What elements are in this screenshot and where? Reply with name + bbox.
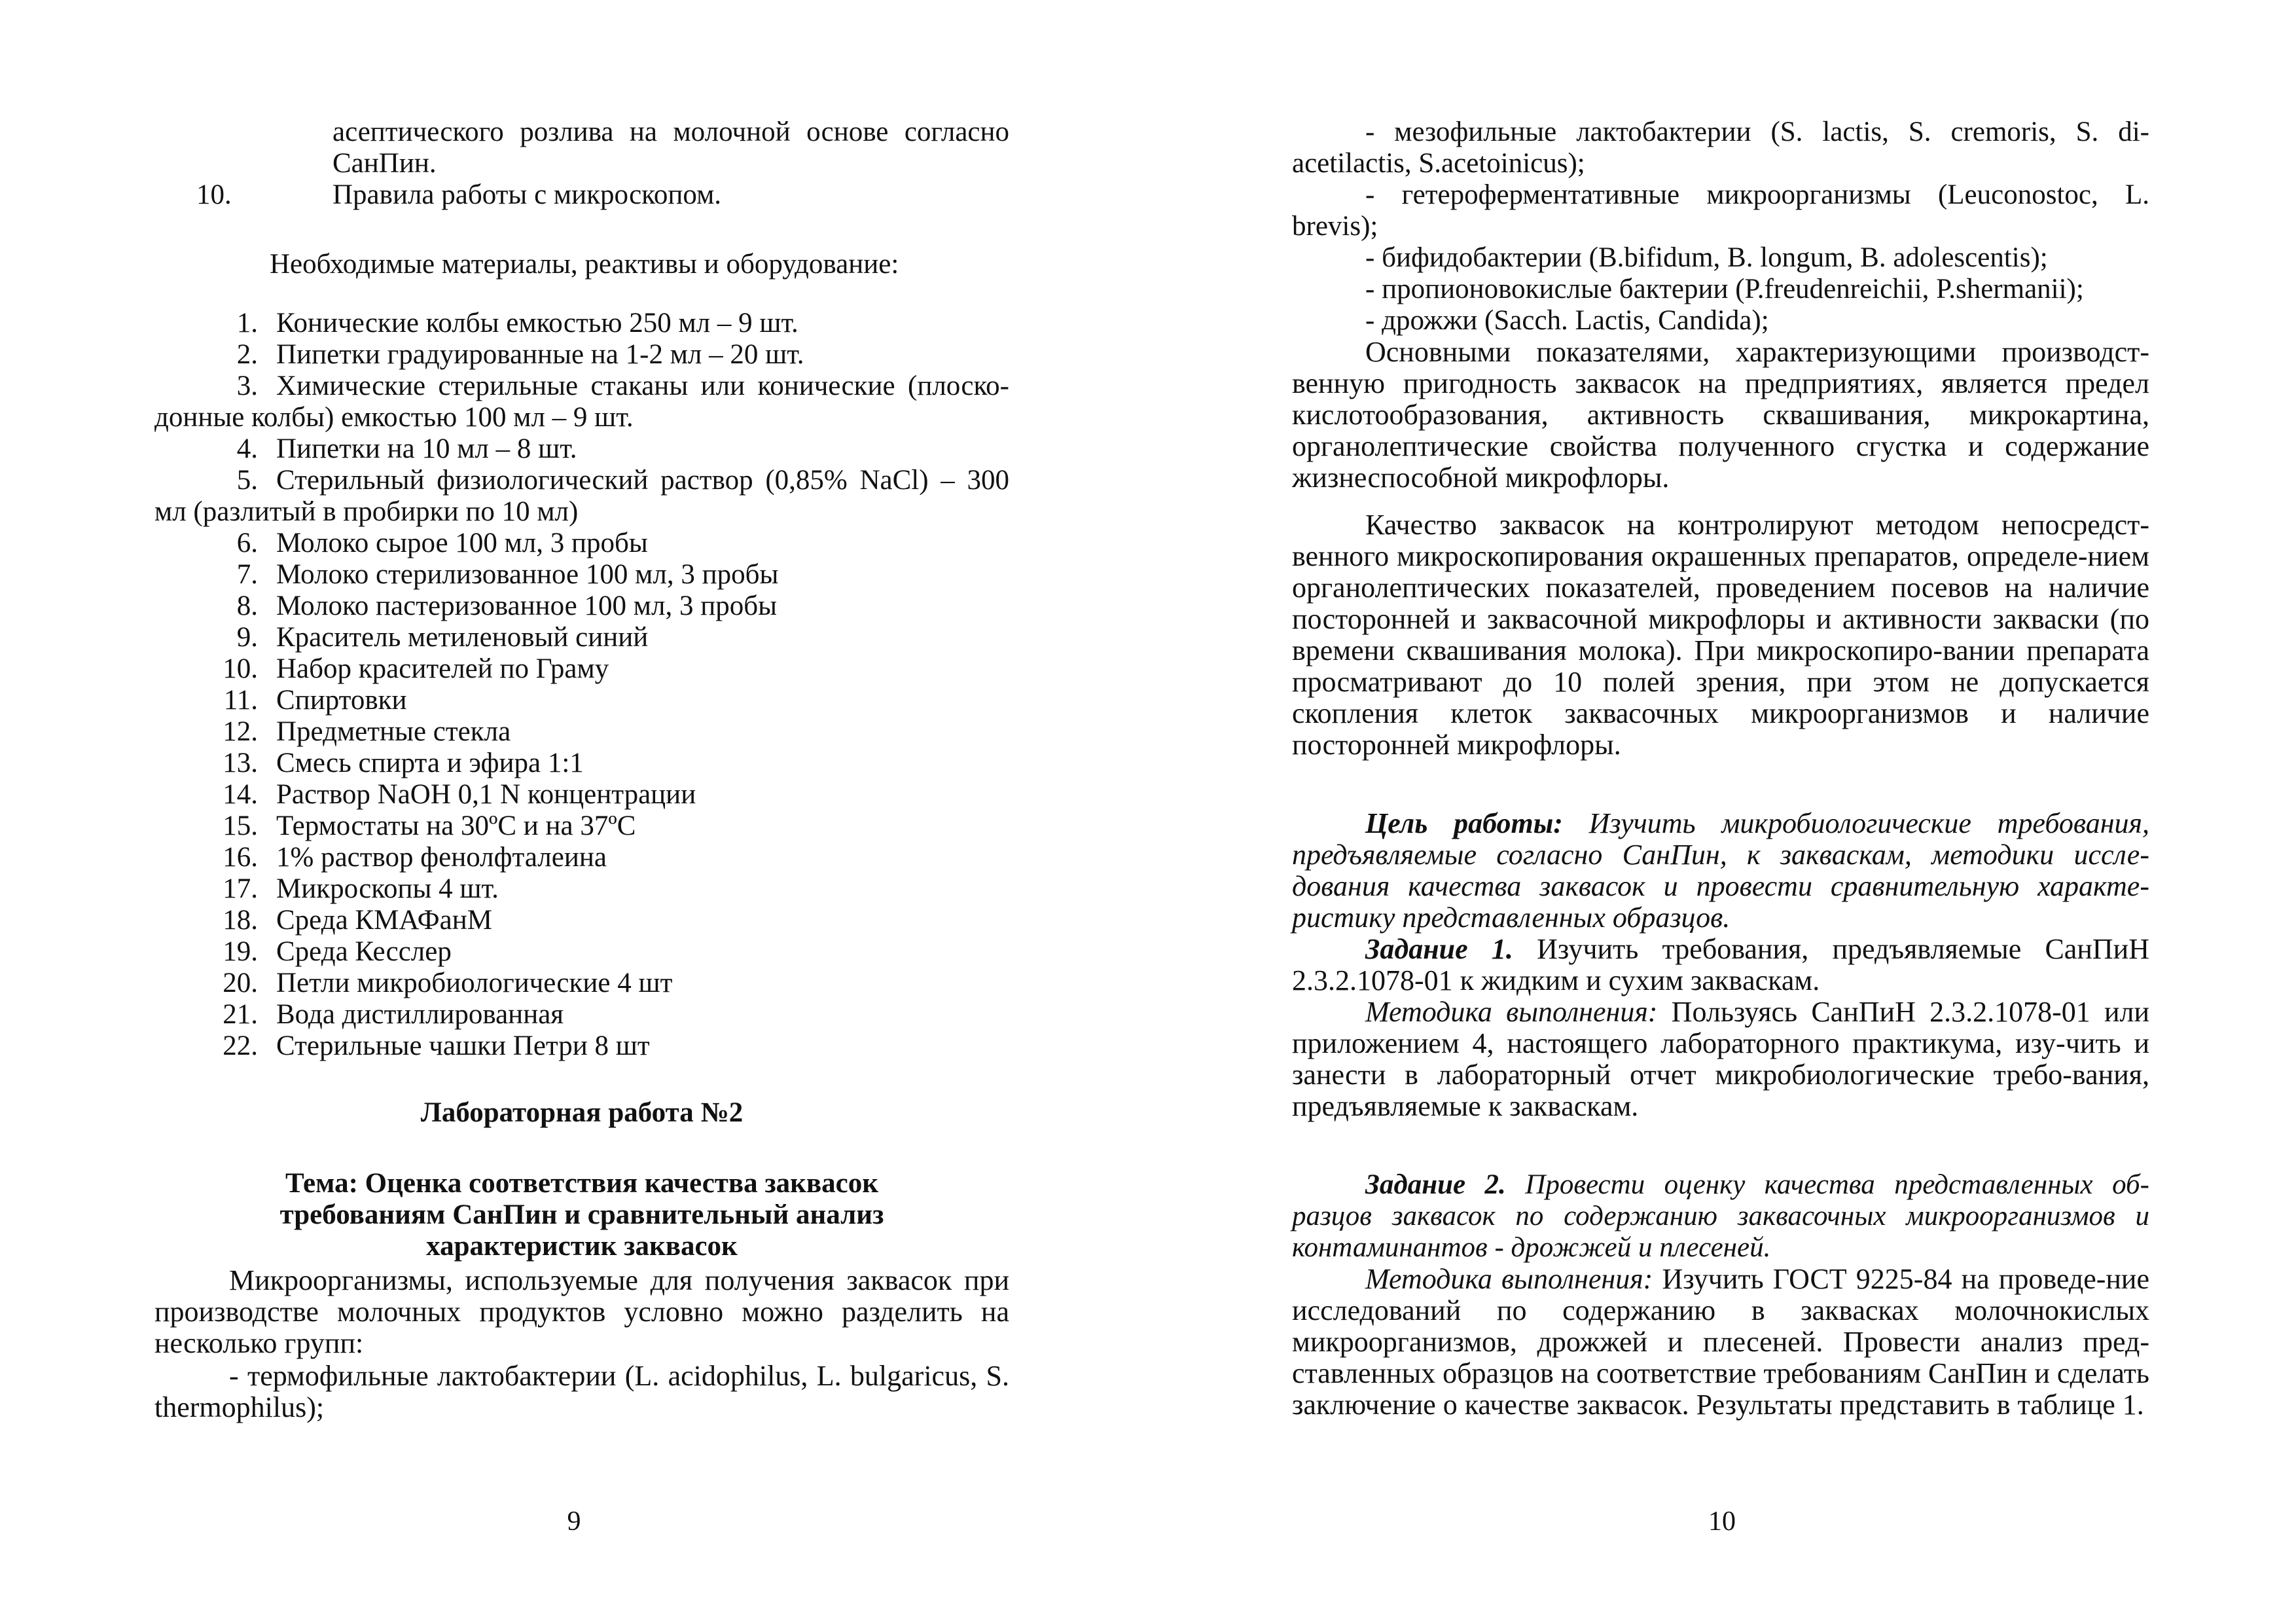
paragraph-goal <box>1292 808 2149 934</box>
method2-text: Изучить ГОСТ 9225-84 на проведе-ние исследований по содержанию в заквaсках молочнокислых микроорганизмов, дрожжей и плесеней. Провести анализ пред-ставленных образцов на соответствие требованиям СанПин и сделать заключение о качестве заквасок. Результаты представить в таблице 1. <box>1292 1263 2150 1421</box>
goal-text: Изучить микробиологические требования, предъявляемые согласно СанПин, к заквaскам, методики иссле-дования качества заквасок и провести сравнительную характе-ристику представленных образцов. <box>1292 807 2149 934</box>
paragraph-task1 <box>1292 934 2149 996</box>
list-item-number: 16. <box>223 842 258 873</box>
list-item-text: Стерильные чашки Петри 8 шт <box>276 1030 650 1061</box>
right-page <box>1148 0 2296 1623</box>
paragraph-groups: Микроорганизмы, используемые для получения заквасок при производстве молочных продуктов условно можно разделить на несколько групп: <box>154 1264 1009 1359</box>
list-item-text: Краситель метиленовый синий <box>276 622 649 653</box>
list-item-number: 4. <box>236 433 258 464</box>
materials-heading: Необходимые материалы, реактивы и оборудование: <box>270 249 899 280</box>
intro-tail: асептического розлива на молочной основе согласно СанПин. <box>332 117 1009 179</box>
list-item-text: Спиртовки <box>276 685 407 716</box>
list-item-text: Смесь спирта и эфира 1:1 <box>276 748 584 778</box>
method1-text: Пользуясь СанПиН 2.3.2.1078-01 или приложением 4, настоящего лабораторного практикума, изу-чить и занести в лабораторный отчет микробиологические требо-вания, предъявляемые к заквaскам. <box>1292 996 2150 1122</box>
lab-title: Лабораторная работа №2 <box>420 1097 744 1128</box>
list-item-number: 21. <box>223 999 258 1030</box>
list-item-number: 11. <box>223 685 258 716</box>
paragraph-thermo: - термофильные лактобактерии (L. acidophilus, L. bulgaricus, S. thermophilus); <box>154 1360 1009 1423</box>
paragraph-indicators: Основными показателями, характеризующими производст-венную пригодность заквасок на предприятиях, является предел кислотообразования, активность сквашивания, микрокартина, органолептические свойства полученного сгустка и содержание жизнеспособной микрофлоры. <box>1292 336 2149 494</box>
list-item-number: 17. <box>223 873 258 904</box>
list-item-number: 9. <box>236 622 258 653</box>
list-item-text: Стерильный физиологический раствор (0,85% NaCl) – 300 мл (разлитый в пробирки по 10 мл) <box>154 465 1009 527</box>
list-item-number: 20. <box>223 968 258 998</box>
list-item-text: Молоко пастеризованное 100 мл, 3 пробы <box>276 591 777 621</box>
bacteria-group-hetero: - гетероферментативные микроорганизмы (Leuconostoc, L. brevis); <box>1292 179 2149 242</box>
task1-label: Задание 1. <box>1365 933 1513 965</box>
paragraph-method2 <box>1292 1264 2149 1421</box>
list-item-number: 18. <box>223 905 258 936</box>
list-item-number: 12. <box>223 716 258 747</box>
page-number: 9 <box>567 1506 581 1537</box>
paragraph-method1 <box>1292 996 2149 1122</box>
bacteria-group-bifido: - бифидобактерии (B.bifidum, B. longum, B. adolescentis); <box>1365 242 2048 273</box>
page-number: 10 <box>1708 1506 1736 1537</box>
list-item-number: 22. <box>223 1030 258 1061</box>
list-item-text: Молоко стерилизованное 100 мл, 3 пробы <box>276 559 779 590</box>
method2-label: Методика выполнения: <box>1365 1263 1653 1295</box>
list-item-text: Правила работы с микроскопом. <box>332 179 722 210</box>
list-item-number: 14. <box>223 779 258 810</box>
list-item-number: 15. <box>223 811 258 841</box>
task1-text: Изучить требования, предъявляемые СанПиН 2.3.2.1078-01 к жидким и сухим заквaскам. <box>1292 933 2149 996</box>
list-item-text: Конические колбы емкостью 250 мл – 9 шт. <box>276 308 798 338</box>
list-item-text: Предметные стекла <box>276 716 511 747</box>
goal-label: Цель работы: <box>1365 807 1563 839</box>
list-item-text: Раствор NaOH 0,1 N концентрации <box>276 779 696 810</box>
list-item-number: 8. <box>236 591 258 621</box>
topic-line: требованиям СанПин и сравнительный анализ <box>279 1199 884 1230</box>
list-item-number: 7. <box>236 559 258 590</box>
topic-line: характеристик заквасок <box>426 1231 738 1262</box>
list-item-text: Петли микробиологические 4 шт <box>276 968 673 998</box>
list-item-number: 10. <box>196 179 232 210</box>
bacteria-group-meso: - мезофильные лактобактерии (S. lactis, S. cremoris, S. di-acetilactis, S.acetoinicus); <box>1292 117 2149 179</box>
bacteria-group-yeast: - дрожжи (Sacch. Lactis, Candida); <box>1365 305 1769 336</box>
list-item-text: 1% раствор фенолфталеина <box>276 842 607 873</box>
list-item-text: Микроскопы 4 шт. <box>276 873 499 904</box>
list-item-number: 1. <box>236 308 258 338</box>
list-item-number: 6. <box>236 528 258 558</box>
task2-text: Провести оценку качества представленных об-разцов заквасок по содержанию заквасочных микроорганизмов и контаминантов - дрожжей и плесеней. <box>1292 1169 2149 1263</box>
task2-label: Задание 2. <box>1365 1169 1506 1200</box>
list-item-number: 19. <box>223 936 258 967</box>
list-item-number: 5. <box>236 465 258 496</box>
list-item-number: 10. <box>223 653 258 684</box>
list-item-text: Набор красителей по Граму <box>276 653 609 684</box>
paragraph-quality: Качество заквасок на контролируют методом непосредст-венного микроскопирования окрашенных препаратов, определе-нием органолептических показателей, проведением посевов на наличие посторонней и заквасочной микрофлоры и активности закваски (по времени сквашивания молока). При микроскопиро-вании препарата просматривают до 10 полей зрения, при этом не допускается скопления клеток заквасочных микроорганизмов и наличие посторонней микрофлоры. <box>1292 509 2149 761</box>
list-item-text: Термостаты на 30ºС и на 37ºС <box>276 811 636 841</box>
topic-line: Тема: Оценка соответствия качества заквасок <box>285 1168 879 1199</box>
list-item-text: Среда Кесслер <box>276 936 452 967</box>
list-item-text: Пипетки на 10 мл – 8 шт. <box>276 433 577 464</box>
paragraph-task2 <box>1292 1169 2149 1264</box>
list-item-text: Среда КМАФанМ <box>276 905 492 936</box>
list-item-number: 2. <box>236 339 258 370</box>
bacteria-group-propion: - пропионовокислые бактерии (P.freudenreichii, P.shermanii); <box>1365 274 2084 304</box>
list-item-number: 13. <box>223 748 258 778</box>
list-item-number: 3. <box>236 371 258 401</box>
method1-label: Методика выполнения: <box>1365 996 1658 1028</box>
list-item-text: Пипетки градуированные на 1-2 мл – 20 шт. <box>276 339 804 370</box>
list-item-text: Вода дистиллированная <box>276 999 564 1030</box>
list-item-text: Молоко сырое 100 мл, 3 пробы <box>276 528 648 558</box>
list-item-text: Химические стерильные стаканы или конические (плоско-донные колбы) емкостью 100 мл – 9 шт. <box>154 371 1009 433</box>
